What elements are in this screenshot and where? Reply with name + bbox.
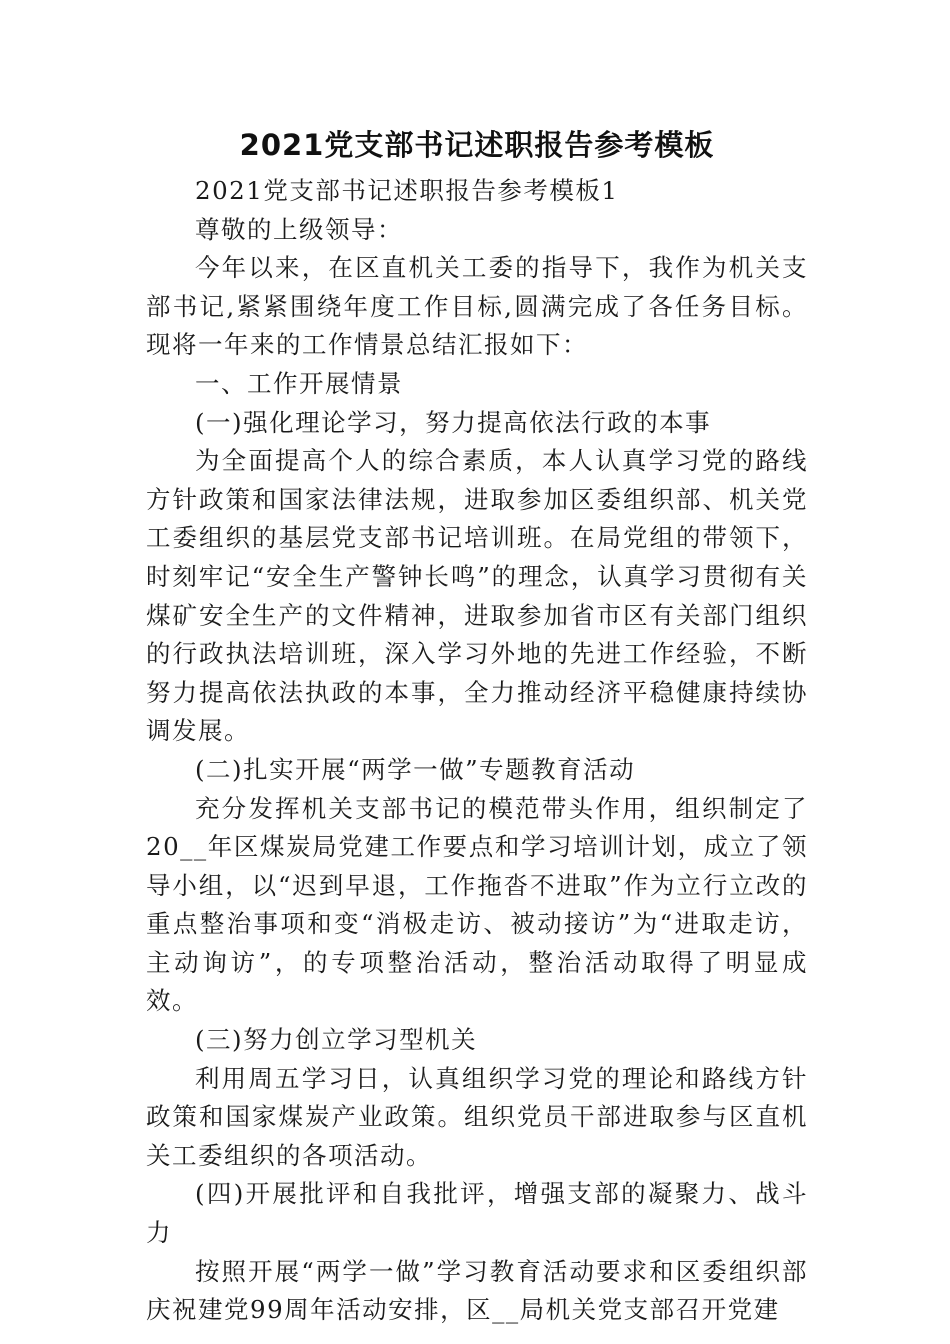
subsection-heading-3: (三)努力创立学习型机关	[195, 1025, 478, 1055]
paragraph-body-4: 按照开展“两学一做”学习教育活动要求和区委组织部庆祝建党99周年活动安排，区__局机关党支部召开党建	[146, 1256, 808, 1325]
paragraph-body-1: 为全面提高个人的综合素质，本人认真学习党的路线方针政策和国家法律法规，进取参加区委组织部、机关党工委组织的基层党支部书记培训班。在局党组的带领下，时刻牢记“安全生产警钟长鸣”的理念，认真学习贯彻有关煤矿安全生产的文件精神，进取参加省市区有关部门组织的行政执法培训班，深入学习外地的先进工作经验，不断努力提高依法执政的本事，全力推动经济平稳健康持续协调发展。	[146, 446, 808, 746]
section-heading-work: 一、工作开展情景	[195, 368, 403, 398]
paragraph-body-3: 利用周五学习日，认真组织学习党的理论和路线方针政策和国家煤炭产业政策。组织党员干部进取参与区直机关工委组织的各项活动。	[146, 1063, 808, 1170]
document-body	[146, 118, 808, 1330]
paragraph-body-2: 充分发挥机关支部书记的模范带头作用，组织制定了20__年区煤炭局党建工作要点和学习培训计划，成立了领导小组，以“迟到早退，工作拖沓不进取”作为立行立改的重点整治事项和变“消极走访、被动接访”为“进取走访，主动询访”，的专项整治活动，整治活动取得了明显成效。	[146, 793, 808, 1016]
subsection-heading-1: (一)强化理论学习，努力提高依法行政的本事	[195, 407, 712, 437]
subsection-heading-2: (二)扎实开展“两学一做”专题教育活动	[195, 754, 636, 784]
paragraph-intro: 今年以来，在区直机关工委的指导下，我作为机关支部书记,紧紧围绕年度工作目标,圆满完成了各任务目标。现将一年来的工作情景总结汇报如下：	[146, 253, 808, 360]
paragraph-subtitle: 2021党支部书记述职报告参考模板1	[195, 176, 619, 205]
paragraph-salutation: 尊敬的上级领导：	[195, 214, 403, 244]
subsection-heading-4: (四)开展批评和自我批评，增强支部的凝聚力、战斗力	[146, 1179, 808, 1248]
document-title: 2021党支部书记述职报告参考模板	[239, 128, 715, 162]
